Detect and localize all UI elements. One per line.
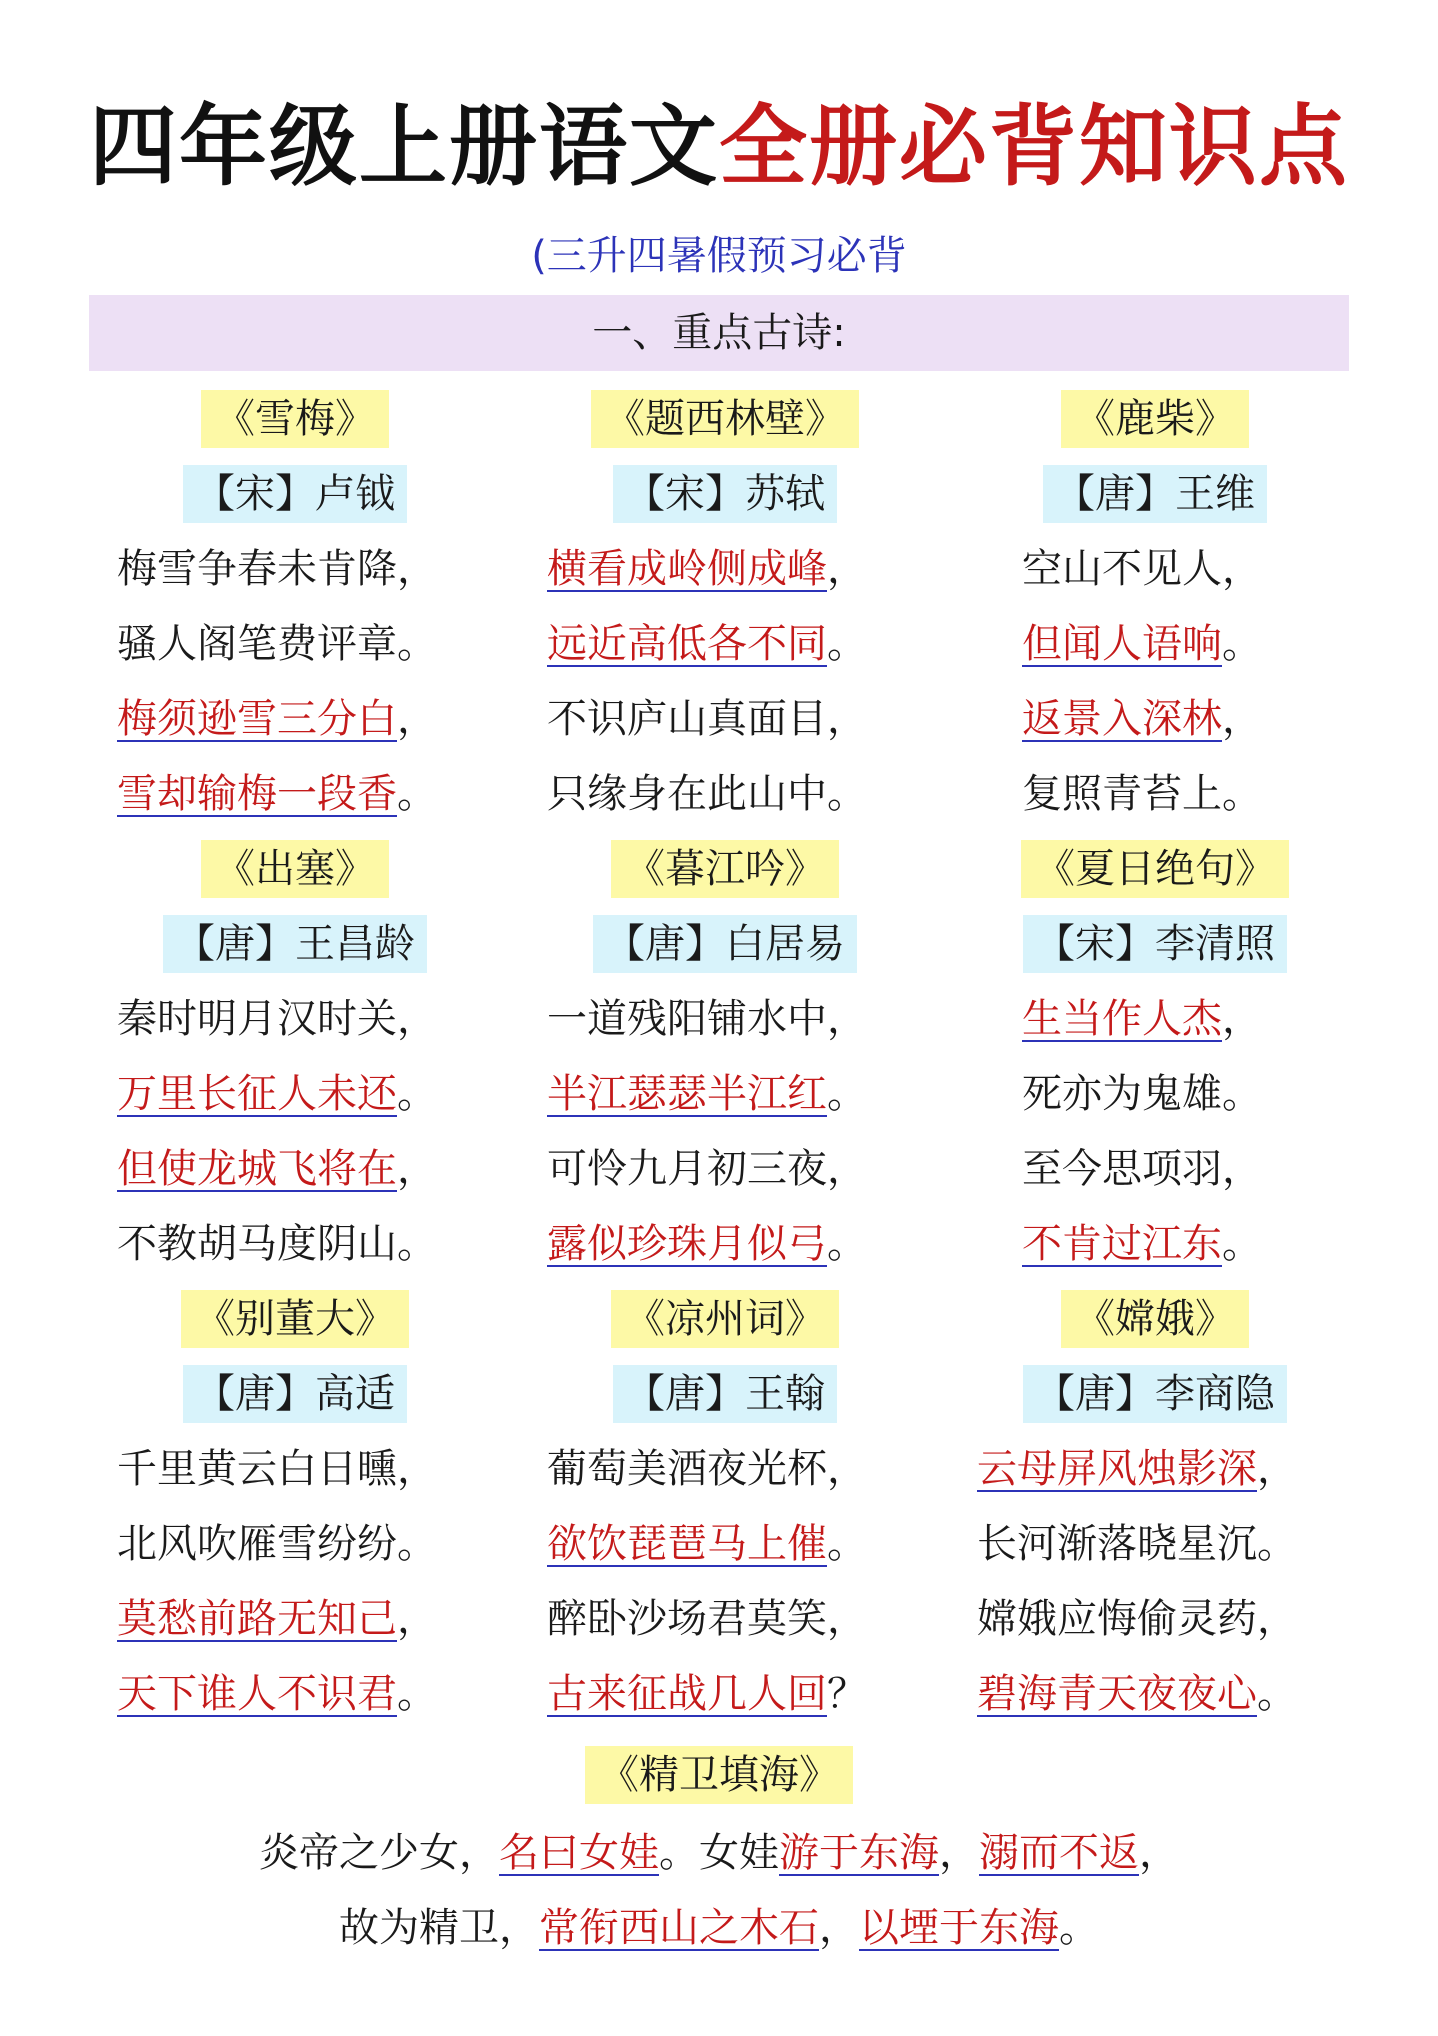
poem-title-text: 《别董大》	[181, 1290, 409, 1348]
poem-line-text: 只缘身在此山中	[547, 771, 827, 817]
poem-title	[505, 832, 945, 906]
poem-author	[935, 1356, 1375, 1432]
poem-line-punct: ，	[397, 1596, 437, 1642]
poem-line-punct: 。	[1222, 1071, 1262, 1117]
poem-title-text: 《凉州词》	[611, 1290, 839, 1348]
poem-line	[75, 1432, 515, 1507]
poem	[505, 1282, 945, 1732]
poem-line-text: 醉卧沙场君莫笑	[547, 1596, 827, 1642]
poem-line-punct: 。	[397, 1671, 437, 1717]
poem-author	[935, 456, 1375, 532]
poem-title	[75, 832, 515, 906]
poem-line	[505, 1507, 945, 1582]
poem-line	[75, 682, 515, 757]
page-subtitle: (三升四暑假预习必背	[531, 233, 907, 279]
prose-title	[0, 1738, 1438, 1812]
poem-line	[75, 757, 515, 832]
prose-text: 。女娃	[659, 1830, 779, 1876]
poem-line-text: 不识庐山真面目	[547, 696, 827, 742]
poem-line	[505, 982, 945, 1057]
poem-author	[75, 456, 515, 532]
poem-title	[505, 1282, 945, 1356]
poem-line-highlight: 横看成岭侧成峰	[547, 546, 827, 592]
poem-line-punct: ，	[397, 1446, 437, 1492]
page-title-black: 四年级上册语文	[88, 95, 719, 198]
poem-line-punct: ，	[827, 1446, 867, 1492]
poem-line-highlight: 天下谁人不识君	[117, 1671, 397, 1717]
poem-line-highlight: 碧海青天夜夜心	[977, 1671, 1257, 1717]
poem-line-punct: ，	[827, 696, 867, 742]
poem-line	[935, 1132, 1375, 1207]
poem-line	[505, 682, 945, 757]
poem-line-punct: 。	[1222, 621, 1262, 667]
prose-highlight: 常衔西山之木石	[539, 1905, 819, 1951]
poem-author-text: 【宋】卢钺	[183, 465, 407, 523]
poem-line-punct: 。	[397, 1221, 437, 1267]
prose-highlight: 溺而不返	[979, 1830, 1139, 1876]
poem-line-punct: ，	[1222, 696, 1262, 742]
poem	[935, 832, 1375, 1282]
poem-column-2	[505, 382, 945, 1732]
poem-author	[935, 906, 1375, 982]
poem-line	[75, 532, 515, 607]
poem-line-punct: 。	[1222, 1221, 1262, 1267]
poem-line-text: 嫦娥应悔偷灵药	[977, 1596, 1257, 1642]
poem-title-text: 《鹿柴》	[1061, 390, 1249, 448]
poem-author	[75, 1356, 515, 1432]
poem-line-highlight: 半江瑟瑟半江红	[547, 1071, 827, 1117]
poem-line-text: 葡萄美酒夜光杯	[547, 1446, 827, 1492]
poem-title-text: 《雪梅》	[201, 390, 389, 448]
poem-author-text: 【唐】白居易	[593, 915, 857, 973]
poem-author-text: 【唐】李商隐	[1023, 1365, 1287, 1423]
poem-line-punct: ？	[827, 1671, 867, 1717]
poem-line-text: 秦时明月汉时关	[117, 996, 397, 1042]
poem-author-text: 【唐】王维	[1043, 465, 1267, 523]
poem-line-highlight: 生当作人杰	[1022, 996, 1222, 1042]
poem-line-text: 千里黄云白日曛	[117, 1446, 397, 1492]
poem-line	[505, 1432, 945, 1507]
prose-highlight: 游于东海	[779, 1830, 939, 1876]
poem-title	[935, 832, 1375, 906]
prose-text: 。	[1059, 1905, 1099, 1951]
poem-line-punct: 。	[1257, 1671, 1297, 1717]
poem-title-text: 《题西林壁》	[591, 390, 859, 448]
poem-author-text: 【唐】王翰	[613, 1365, 837, 1423]
poem-author-text: 【宋】苏轼	[613, 465, 837, 523]
poem-line-punct: 。	[827, 1521, 867, 1567]
poem-line	[505, 757, 945, 832]
poem-line	[505, 607, 945, 682]
poem-line	[75, 1207, 515, 1282]
poem	[505, 382, 945, 832]
poem-line-punct: ，	[827, 996, 867, 1042]
poem-title	[505, 382, 945, 456]
poem-line-punct: ，	[827, 546, 867, 592]
poem-line	[935, 682, 1375, 757]
poem-line	[75, 1132, 515, 1207]
page-title	[0, 92, 1438, 202]
poem-line	[75, 982, 515, 1057]
poem-line-punct: 。	[827, 1221, 867, 1267]
poem-line-highlight: 梅须逊雪三分白	[117, 696, 397, 742]
poem-line-text: 可怜九月初三夜	[547, 1146, 827, 1192]
poem-line-text: 梅雪争春未肯降	[117, 546, 397, 592]
poem-line	[935, 1507, 1375, 1582]
poem-line	[75, 1057, 515, 1132]
poem-line-punct: ，	[397, 996, 437, 1042]
poem-line-highlight: 云母屏风烛影深	[977, 1446, 1257, 1492]
poem	[75, 382, 515, 832]
prose-text: ，	[939, 1830, 979, 1876]
poem-line-punct: ，	[1222, 996, 1262, 1042]
poem-column-3	[935, 382, 1375, 1732]
page-title-red: 全册必背知识点	[719, 95, 1350, 198]
poem-line-highlight: 露似珍珠月似弓	[547, 1221, 827, 1267]
poem-line	[935, 607, 1375, 682]
poem-title-text: 《暮江吟》	[611, 840, 839, 898]
poem-line	[935, 1582, 1375, 1657]
poem-title	[75, 1282, 515, 1356]
poem-author-text: 【宋】李清照	[1023, 915, 1287, 973]
poem-line-punct: ，	[397, 696, 437, 742]
poem-line-text: 长河渐落晓星沉	[977, 1521, 1257, 1567]
poem-line-punct: ，	[397, 1146, 437, 1192]
prose-text: 故为精卫，	[339, 1905, 539, 1951]
poem-line-punct: ，	[827, 1146, 867, 1192]
poem-line	[935, 1057, 1375, 1132]
prose-text: ，	[1139, 1830, 1179, 1876]
poem	[935, 382, 1375, 832]
poem-line	[505, 1057, 945, 1132]
poem-line-highlight: 远近高低各不同	[547, 621, 827, 667]
poem-line	[935, 1207, 1375, 1282]
poem-line-text: 空山不见人	[1022, 546, 1222, 592]
poem-line-punct: 。	[397, 621, 437, 667]
poem-line-text: 一道残阳铺水中	[547, 996, 827, 1042]
poem-line-punct: ，	[1222, 546, 1262, 592]
poem-line-highlight: 欲饮琵琶马上催	[547, 1521, 827, 1567]
poem-line-highlight: 但使龙城飞将在	[117, 1146, 397, 1192]
poem-line-text: 复照青苔上	[1022, 771, 1222, 817]
poem-line	[75, 1657, 515, 1732]
poem-line-punct: 。	[397, 1071, 437, 1117]
poem-author	[75, 906, 515, 982]
prose-text: ，	[819, 1905, 859, 1951]
poem-line-punct: 。	[397, 1521, 437, 1567]
poem	[935, 1282, 1375, 1732]
poem-line-highlight: 古来征战几人回	[547, 1671, 827, 1717]
poem-line-highlight: 但闻人语响	[1022, 621, 1222, 667]
poem-line-punct: ，	[827, 1596, 867, 1642]
prose-title-label: 《精卫填海》	[585, 1746, 853, 1804]
poem-line	[505, 1132, 945, 1207]
poem-line-highlight: 万里长征人未还	[117, 1071, 397, 1117]
poem-line	[505, 532, 945, 607]
poem-author	[505, 1356, 945, 1432]
poem-line-punct: 。	[397, 771, 437, 817]
poem-line	[935, 1657, 1375, 1732]
poem-line	[935, 1432, 1375, 1507]
poem	[75, 832, 515, 1282]
poem-line-highlight: 雪却输梅一段香	[117, 771, 397, 817]
poem-line-punct: ，	[1257, 1596, 1297, 1642]
poem-title-text: 《出塞》	[201, 840, 389, 898]
poem-author-text: 【唐】王昌龄	[163, 915, 427, 973]
poem-line	[505, 1207, 945, 1282]
poem-line-punct: ，	[397, 546, 437, 592]
prose-text: 炎帝之少女，	[259, 1830, 499, 1876]
poem-line-punct: 。	[1257, 1521, 1297, 1567]
poem-line-text: 死亦为鬼雄	[1022, 1071, 1222, 1117]
poem-title	[935, 382, 1375, 456]
poem-line	[505, 1582, 945, 1657]
poem-line-highlight: 莫愁前路无知己	[117, 1596, 397, 1642]
poem-line	[75, 1582, 515, 1657]
poem-column-1	[75, 382, 515, 1732]
poem-line-punct: 。	[1222, 771, 1262, 817]
poem-line-highlight: 返景入深林	[1022, 696, 1222, 742]
poem-author-text: 【唐】高适	[183, 1365, 407, 1423]
poem-line-text: 骚人阁笔费评章	[117, 621, 397, 667]
poem-line-punct: 。	[827, 771, 867, 817]
poem-line-text: 不教胡马度阴山	[117, 1221, 397, 1267]
poem-line-punct: ，	[1222, 1146, 1262, 1192]
prose-highlight: 名曰女娃	[499, 1830, 659, 1876]
poem-line-highlight: 不肯过江东	[1022, 1221, 1222, 1267]
poem-line-punct: 。	[827, 1071, 867, 1117]
poem-title	[935, 1282, 1375, 1356]
prose-line-2	[0, 1893, 1438, 1963]
poem-line	[935, 982, 1375, 1057]
poem-title-text: 《夏日绝句》	[1021, 840, 1289, 898]
poem-line-text: 至今思项羽	[1022, 1146, 1222, 1192]
poem-line	[505, 1657, 945, 1732]
poem	[75, 1282, 515, 1732]
poem-line-punct: ，	[1257, 1446, 1297, 1492]
section-heading: 一、重点古诗:	[89, 295, 1349, 371]
poem	[505, 832, 945, 1282]
poem-line	[935, 757, 1375, 832]
poem-title	[75, 382, 515, 456]
poem-line-punct: 。	[827, 621, 867, 667]
poem-line	[935, 532, 1375, 607]
poem-title-text: 《嫦娥》	[1061, 1290, 1249, 1348]
poem-author	[505, 456, 945, 532]
poem-line	[75, 607, 515, 682]
prose-highlight: 以堙于东海	[859, 1905, 1059, 1951]
poem-line	[75, 1507, 515, 1582]
poem-author	[505, 906, 945, 982]
poem-line-text: 北风吹雁雪纷纷	[117, 1521, 397, 1567]
prose-line-1	[0, 1818, 1438, 1888]
